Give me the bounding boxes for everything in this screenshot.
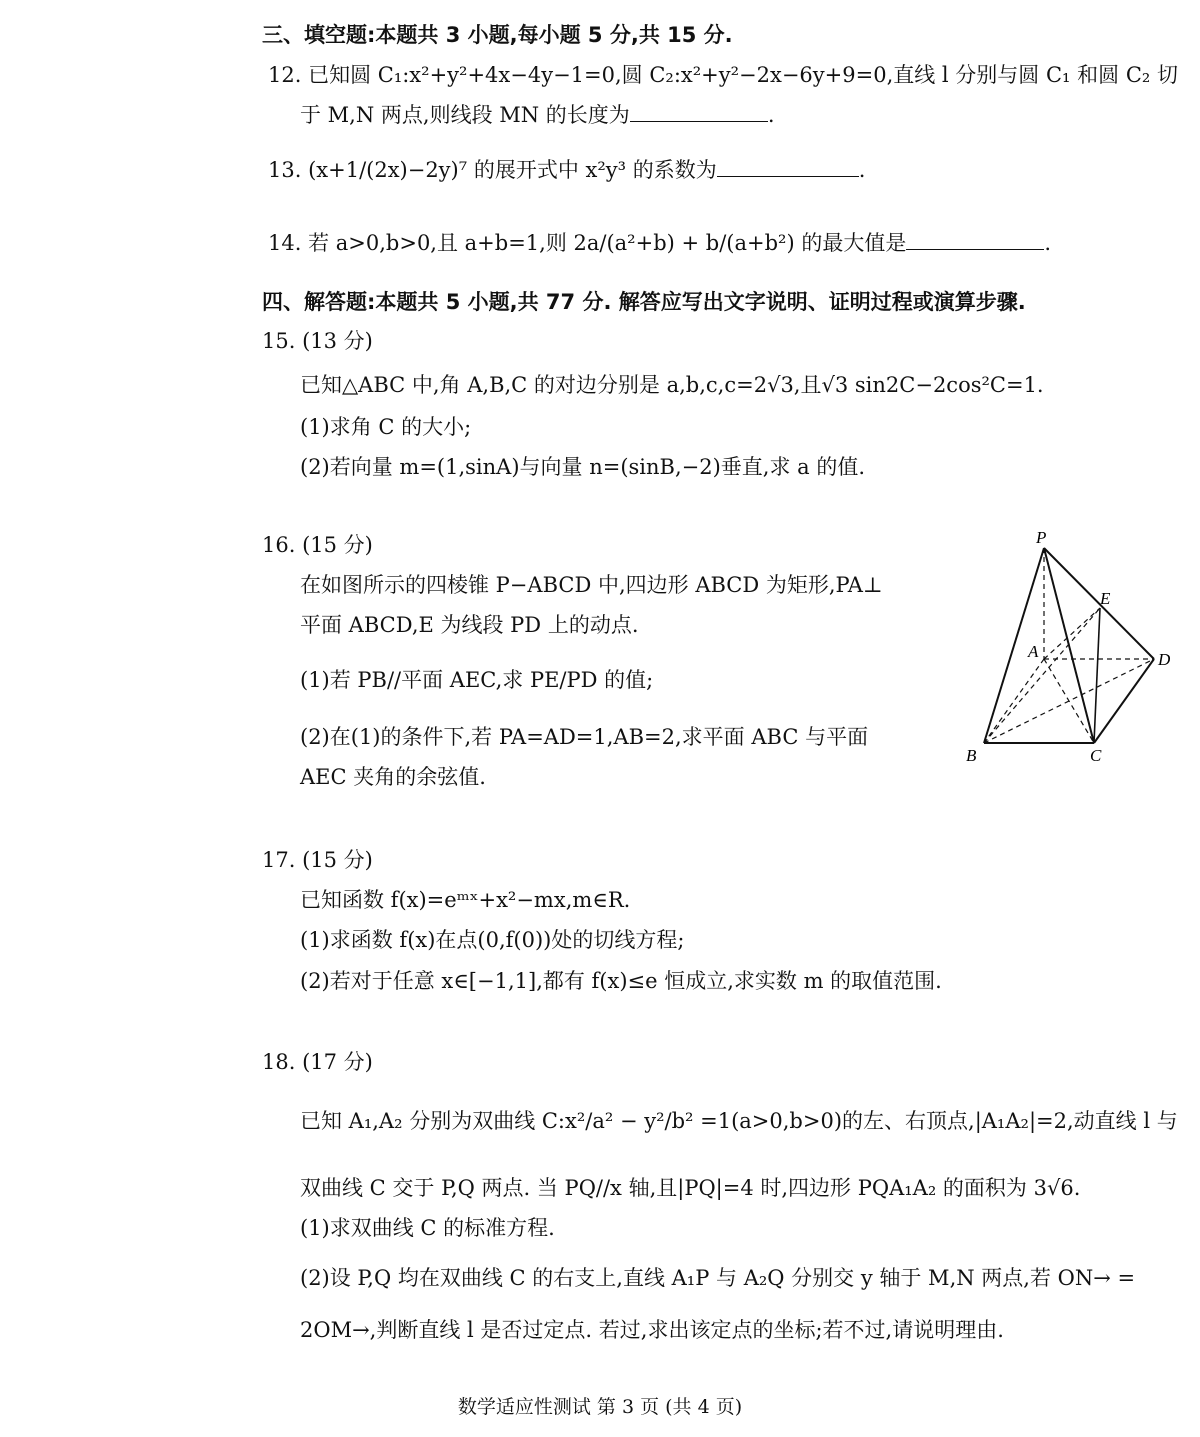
question-15-part-1: (1)求角 C 的大小; [300,415,472,439]
page-footer: 数学适应性测试 第 3 页 (共 4 页) [457,1396,743,1418]
answer-blank-13 [717,156,859,177]
question-17-part-1: (1)求函数 f(x)在点(0,f(0))处的切线方程; [300,928,685,952]
question-18-part-1: (1)求双曲线 C 的标准方程. [300,1216,555,1240]
edge-EC [1094,608,1100,743]
vertex-label-A: A [1028,642,1039,661]
question-16-part-1: (1)若 PB//平面 AEC,求 PE/PD 的值; [300,668,654,692]
section-4-title: 四、解答题:本题共 5 小题,共 77 分. 解答应写出文字说明、证明过程或演算步骤. [262,290,1026,314]
vertex-label-D: D [1158,650,1171,669]
vertex-label-C: C [1090,746,1102,765]
question-13-text: 13. (x+1/(2x)−2y)⁷ 的展开式中 x²y³ 的系数为 [268,158,717,182]
question-17-stem: 已知函数 f(x)=eᵐˣ+x²−mx,m∈R. [300,888,631,912]
question-13: 13. (x+1/(2x)−2y)⁷ 的展开式中 x²y³ 的系数为 . [268,158,866,182]
section-3-title: 三、填空题:本题共 3 小题,每小题 5 分,共 15 分. [262,23,733,47]
question-18-stem-2: 双曲线 C 交于 P,Q 两点. 当 PQ//x 轴,且|PQ|=4 时,四边形 PQA₁A₂ 的面积为 3√6. [300,1176,1081,1200]
question-17-head: 17. (15 分) [262,848,373,872]
pyramid-figure [950,525,1180,775]
question-17-part-2: (2)若对于任意 x∈[−1,1],都有 f(x)≤e 恒成立,求实数 m 的取值范围. [300,969,942,993]
question-14: 14. 若 a>0,b>0,且 a+b=1,则 2a/(a²+b) + b/(a+b²) 的最大值是 . [268,231,1052,255]
question-12-line-1: 12. 已知圆 C₁:x²+y²+4x−4y−1=0,圆 C₂:x²+y²−2x−6y+9=0,直线 l 分别与圆 C₁ 和圆 C₂ 切 [268,63,1178,87]
question-18-head: 18. (17 分) [262,1050,373,1074]
question-18-part-2a: (2)设 P,Q 均在双曲线 C 的右支上,直线 A₁P 与 A₂Q 分别交 y 轴于 M,N 两点,若 ON→ = [300,1266,1136,1290]
question-18-part-2b: 2OM→,判断直线 l 是否过定点. 若过,求出该定点的坐标;若不过,请说明理由. [300,1318,1004,1342]
question-16-stem-2: 平面 ABCD,E 为线段 PD 上的动点. [300,613,639,637]
question-16-part-2b: AEC 夹角的余弦值. [300,765,486,789]
question-16-stem-1: 在如图所示的四棱锥 P−ABCD 中,四边形 ABCD 为矩形,PA⊥ [300,573,883,597]
vertex-label-E: E [1100,589,1111,608]
edge-AE [1044,608,1100,659]
edge-AB [984,659,1044,743]
edge-BD [984,659,1154,743]
question-12-line-2: 于 M,N 两点,则线段 MN 的长度为 . [300,103,775,127]
question-18-stem-1: 已知 A₁,A₂ 分别为双曲线 C:x²/a² − y²/b² =1(a>0,b>0)的左、右顶点,|A₁A₂|=2,动直线 l 与 [300,1109,1178,1133]
question-15-part-2: (2)若向量 m=(1,sinA)与向量 n=(sinB,−2)垂直,求 a 的值. [300,455,866,479]
vertex-label-P: P [1036,528,1047,547]
question-15-stem: 已知△ABC 中,角 A,B,C 的对边分别是 a,b,c,c=2√3,且√3 sin2C−2cos²C=1. [300,373,1044,397]
edge-CD [1094,659,1154,743]
question-16-head: 16. (15 分) [262,533,373,557]
question-15-head: 15. (13 分) [262,329,373,353]
question-14-text: 14. 若 a>0,b>0,且 a+b=1,则 2a/(a²+b) + b/(a+b²) 的最大值是 [268,231,907,255]
answer-blank-12 [630,101,768,122]
question-16-part-2a: (2)在(1)的条件下,若 PA=AD=1,AB=2,求平面 ABC 与平面 [300,725,869,749]
vertex-label-B: B [966,746,977,765]
edge-PC [1044,548,1094,743]
answer-blank-14 [906,229,1044,250]
question-12-text: 于 M,N 两点,则线段 MN 的长度为 [300,103,630,127]
